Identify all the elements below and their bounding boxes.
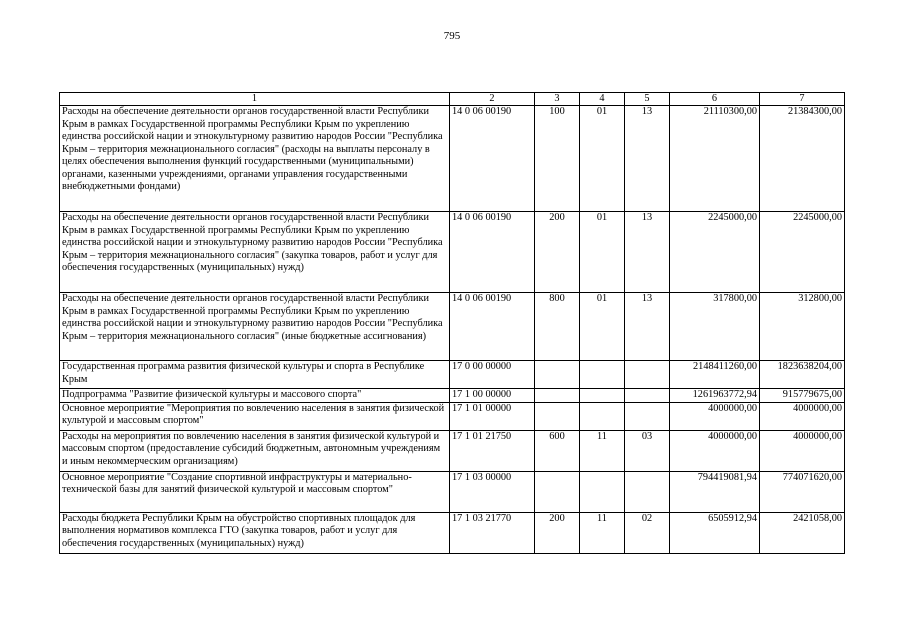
row-rz (580, 471, 625, 512)
row-name: Государственная программа развития физической культуры и спорта в Республике Крым (60, 361, 450, 389)
row-rz (580, 402, 625, 430)
row-code: 17 1 03 00000 (450, 471, 535, 512)
row-sum-2: 915779675,00 (760, 389, 845, 403)
row-sum-1: 21110300,00 (670, 106, 760, 212)
table-row (60, 512, 845, 553)
row-sum-1: 2148411260,00 (670, 361, 760, 389)
row-name: Основное мероприятие "Создание спортивной инфраструктуры и материально-технической базы для занятий физической культурой и массовым спортом" (60, 471, 450, 512)
row-sum-1: 4000000,00 (670, 430, 760, 471)
row-code: 17 1 01 00000 (450, 402, 535, 430)
row-name: Расходы бюджета Республики Крым на обустройство спортивных площадок для выполнения нормативов комплекса ГТО (закупка товаров, работ и услуг для обеспечения государственных (муниципальных) нужд) (60, 512, 450, 553)
row-name: Расходы на мероприятия по вовлечению населения в занятия физической культурой и массовым спортом (предоставление субсидий бюджетным, автономным учреждениям и иным некоммерческим организациям) (60, 430, 450, 471)
row-vr (535, 361, 580, 389)
table-row (60, 212, 845, 293)
row-name: Основное мероприятие "Мероприятия по вовлечению населения в занятия физической культурой и массовым спортом" (60, 402, 450, 430)
row-rz: 11 (580, 512, 625, 553)
table-row (60, 106, 845, 212)
table-row (60, 430, 845, 471)
row-vr (535, 471, 580, 512)
row-vr (535, 402, 580, 430)
header-cell: 4 (580, 93, 625, 106)
row-sum-1: 317800,00 (670, 293, 760, 361)
header-cell: 1 (60, 93, 450, 106)
table-row (60, 389, 845, 403)
row-sum-1: 1261963772,94 (670, 389, 760, 403)
row-pr: 02 (625, 512, 670, 553)
row-sum-2: 2245000,00 (760, 212, 845, 293)
row-vr: 100 (535, 106, 580, 212)
row-sum-2: 774071620,00 (760, 471, 845, 512)
row-sum-1: 2245000,00 (670, 212, 760, 293)
row-pr: 13 (625, 212, 670, 293)
header-cell: 3 (535, 93, 580, 106)
row-vr: 800 (535, 293, 580, 361)
row-pr (625, 402, 670, 430)
row-code: 17 1 00 00000 (450, 389, 535, 403)
row-vr: 200 (535, 512, 580, 553)
row-pr (625, 361, 670, 389)
row-rz: 01 (580, 212, 625, 293)
row-sum-2: 1823638204,00 (760, 361, 845, 389)
row-rz: 11 (580, 430, 625, 471)
row-pr: 13 (625, 106, 670, 212)
budget-table (59, 92, 845, 554)
row-rz (580, 389, 625, 403)
row-sum-2: 2421058,00 (760, 512, 845, 553)
row-sum-1: 6505912,94 (670, 512, 760, 553)
row-rz: 01 (580, 106, 625, 212)
row-pr (625, 471, 670, 512)
row-rz: 01 (580, 293, 625, 361)
header-cell: 2 (450, 93, 535, 106)
header-cell: 6 (670, 93, 760, 106)
table-row (60, 293, 845, 361)
row-code: 17 1 01 21750 (450, 430, 535, 471)
row-pr: 13 (625, 293, 670, 361)
row-vr: 200 (535, 212, 580, 293)
row-sum-1: 4000000,00 (670, 402, 760, 430)
header-cell: 5 (625, 93, 670, 106)
row-pr: 03 (625, 430, 670, 471)
row-code: 14 0 06 00190 (450, 106, 535, 212)
row-code: 17 0 00 00000 (450, 361, 535, 389)
row-name: Расходы на обеспечение деятельности органов государственной власти Республики Крым в рамках Государственной программы Республики Крым по укреплению единства российской нации и этнокультурному развитию народов России "Республика Крым – территория межнационального согласия" (иные бюджетные ассигнования) (60, 293, 450, 361)
row-sum-2: 312800,00 (760, 293, 845, 361)
row-pr (625, 389, 670, 403)
row-vr: 600 (535, 430, 580, 471)
row-name: Расходы на обеспечение деятельности органов государственной власти Республики Крым в рамках Государственной программы Республики Крым по укреплению единства российской нации и этнокультурному развитию народов России "Республика Крым – территория межнационального согласия" (закупка товаров, работ и услуг для обеспечения государственных (муниципальных) нужд) (60, 212, 450, 293)
row-code: 17 1 03 21770 (450, 512, 535, 553)
row-code: 14 0 06 00190 (450, 293, 535, 361)
row-sum-2: 4000000,00 (760, 402, 845, 430)
row-name: Подпрограмма "Развитие физической культуры и массового спорта" (60, 389, 450, 403)
row-vr (535, 389, 580, 403)
row-code: 14 0 06 00190 (450, 212, 535, 293)
row-sum-1: 794419081,94 (670, 471, 760, 512)
page-number: 795 (443, 30, 461, 42)
table-row (60, 402, 845, 430)
row-rz (580, 361, 625, 389)
table-row (60, 471, 845, 512)
row-sum-2: 4000000,00 (760, 430, 845, 471)
row-name: Расходы на обеспечение деятельности органов государственной власти Республики Крым в рамках Государственной программы Республики Крым по укреплению единства российской нации и этнокультурному развитию народов России "Республика Крым – территория межнационального согласия" (расходы на выплаты персоналу в целях обеспечения выполнения функций государственными (муниципальными) органами, казенными учреждениями, органами управления государственными внебюджетными фондами) (60, 106, 450, 212)
row-sum-2: 21384300,00 (760, 106, 845, 212)
table-header-row (60, 93, 845, 106)
header-cell: 7 (760, 93, 845, 106)
table-row (60, 361, 845, 389)
